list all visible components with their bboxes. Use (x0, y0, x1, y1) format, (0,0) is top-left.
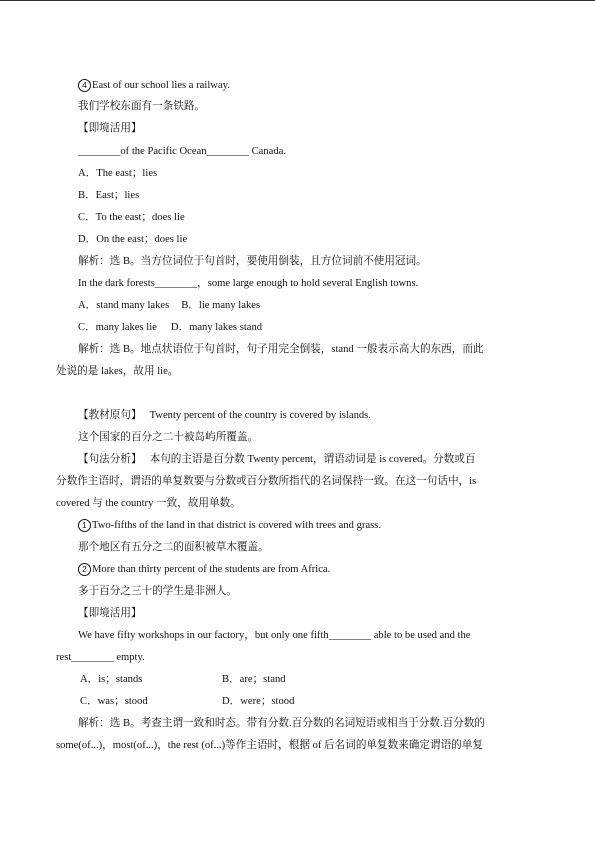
source-sentence-chinese: 这个国家的百分之二十被岛屿所覆盖。 (78, 432, 259, 443)
question-3-option-b: B．are；stand (222, 674, 286, 685)
practice-heading-1: 【即境活用】 (78, 123, 142, 134)
example-4-chinese: 我们学校东面有一条铁路。 (78, 101, 206, 112)
example-1-chinese: 那个地区有五分之二的面积被草木覆盖。 (78, 542, 269, 553)
question-3-answer-line-1: 解析：选 B。考查主谓一致和时态。带有分数.百分数的名词短语或相当于分数.百分数的 (78, 718, 485, 729)
question-1-stem: ________of the Pacific Ocean________ Canada. (78, 146, 286, 157)
syntax-analysis-line-1: 【句法分析】 本句的主语是百分数 Twenty percent，谓语动词是 is covered。分数或百 (78, 454, 476, 465)
example-4-english: East of our school lies a railway. (92, 80, 230, 91)
source-sentence (78, 409, 371, 423)
question-1-answer: 解析：选 B。当方位词位于句首时，要使用倒装，且方位词前不使用冠词。 (78, 256, 427, 267)
page-top-border (0, 0, 595, 1)
question-3-option-c: C．was；stood (80, 696, 148, 707)
practice-heading-2: 【即境活用】 (78, 608, 142, 619)
question-1-option-a: A．The east；lies (78, 168, 158, 179)
question-1-option-d: D．On the east；does lie (78, 234, 188, 245)
example-4 (78, 79, 230, 93)
example-2 (78, 563, 330, 577)
question-2-option-b: B．lie many lakes (181, 300, 261, 311)
question-2-option-a: A．stand many lakes (78, 300, 170, 311)
source-sentence-english: Twenty percent of the country is covered by islands. (149, 410, 371, 421)
syntax-analysis-line-3: covered 与 the country 一致，故用单数。 (56, 498, 241, 509)
example-2-english: More than thirty percent of the students are from Africa. (92, 564, 331, 575)
example-1 (78, 519, 381, 533)
example-2-chinese: 多于百分之三十的学生是非洲人。 (78, 586, 237, 597)
question-2-options-ab (78, 299, 260, 313)
question-2-answer-line-1: 解析：选 B。地点状语位于句首时，句子用完全倒装，stand 一般表示高大的东西，而此 (78, 344, 484, 355)
question-2-option-c: C．many lakes lie (78, 322, 157, 333)
example-1-english: Two-fifths of the land in that district is covered with trees and grass. (92, 520, 382, 531)
example-number-4: 4 (78, 79, 91, 92)
syntax-analysis-label: 【句法分析】 (78, 454, 142, 465)
source-sentence-label: 【教材原句】 (78, 410, 142, 421)
question-2-option-d: D．many lakes stand (170, 322, 263, 333)
question-3-option-d: D．were；stood (222, 696, 295, 707)
question-1-option-b: B．East；lies (78, 190, 140, 201)
question-3-stem-line-1: We have fifty workshops in our factory，but only one fifth________ able to be used and the (78, 630, 471, 641)
example-number-1: 1 (78, 519, 91, 532)
question-1-option-c: C．To the east；does lie (78, 212, 185, 223)
example-number-2: 2 (78, 563, 91, 576)
question-2-options-cd (78, 321, 262, 335)
syntax-analysis-line-2: 分数作主语时，谓语的单复数要与分数或百分数所指代的名词保持一致。在这一句话中，is (56, 476, 477, 487)
question-3-option-a: A．is；stands (80, 674, 143, 685)
question-2-answer-line-2: 处说的是 lakes，故用 lie。 (56, 366, 179, 377)
question-3-stem-line-2: rest________ empty. (56, 652, 145, 663)
question-3-answer-line-2: some(of...)，most(of...)，the rest (of...)等作主语时，根据 of 后名词的单复数来确定谓语的单复 (56, 740, 483, 751)
question-2-stem: In the dark forests________，some large enough to hold several English towns. (78, 278, 419, 289)
